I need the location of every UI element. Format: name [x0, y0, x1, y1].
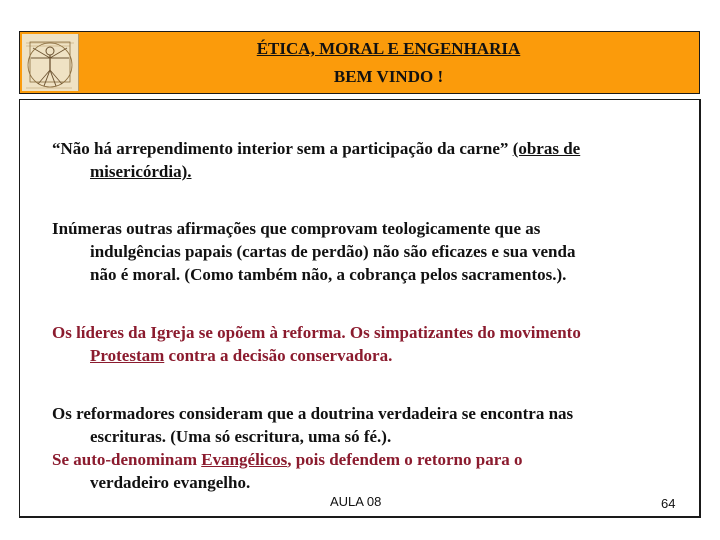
paragraph-line	[52, 160, 682, 183]
paragraph-line: Os líderes da Igreja se opõem à reforma. Os simpatizantes do movimento	[52, 323, 581, 342]
protestam-link[interactable]: Protestam	[90, 346, 165, 365]
paragraph-church-leaders	[52, 321, 682, 367]
paragraph-text: , pois defendem o retorno para o	[287, 450, 523, 469]
paragraph-line: verdadeiro evangelho.	[90, 473, 251, 492]
page-title: ÉTICA, MORAL E ENGENHARIA	[256, 39, 521, 58]
paragraph-line	[52, 448, 682, 471]
paragraph-text: “Não há arrependimento interior sem a participação da carne”	[52, 139, 509, 158]
paragraph-indulgences	[52, 217, 682, 286]
paragraph-line: indulgências papais (cartas de perdão) não são eficazes e sua venda	[90, 242, 576, 261]
paragraph-line	[52, 137, 682, 160]
evangelicos-link[interactable]: Evangélicos	[201, 450, 288, 469]
title-banner	[19, 31, 700, 94]
paragraph-line	[52, 344, 682, 367]
mercy-works-link-cont[interactable]: misericórdia).	[90, 162, 192, 181]
paragraph-penance	[52, 137, 682, 183]
paragraph-line: escrituras. (Uma só escritura, uma só fé.).	[90, 427, 392, 446]
paragraph-line: Inúmeras outras afirmações que comprovam teologicamente que as	[52, 219, 541, 238]
mercy-works-link[interactable]: (obras de	[512, 139, 581, 158]
paragraph-reformers	[52, 402, 682, 494]
paragraph-text: contra a decisão conservadora.	[168, 346, 393, 365]
paragraph-line: Os reformadores consideram que a doutrina verdadeira se encontra nas	[52, 404, 574, 423]
page-number: 64	[661, 496, 676, 511]
footer-lesson-label: AULA 08	[330, 494, 382, 509]
page-subtitle: BEM VINDO !	[333, 67, 444, 86]
vitruvian-man-image	[22, 34, 79, 91]
paragraph-line: não é moral. (Como também não, a cobrança pelos sacramentos.).	[90, 265, 567, 284]
paragraph-text: Se auto-denominam	[52, 450, 197, 469]
